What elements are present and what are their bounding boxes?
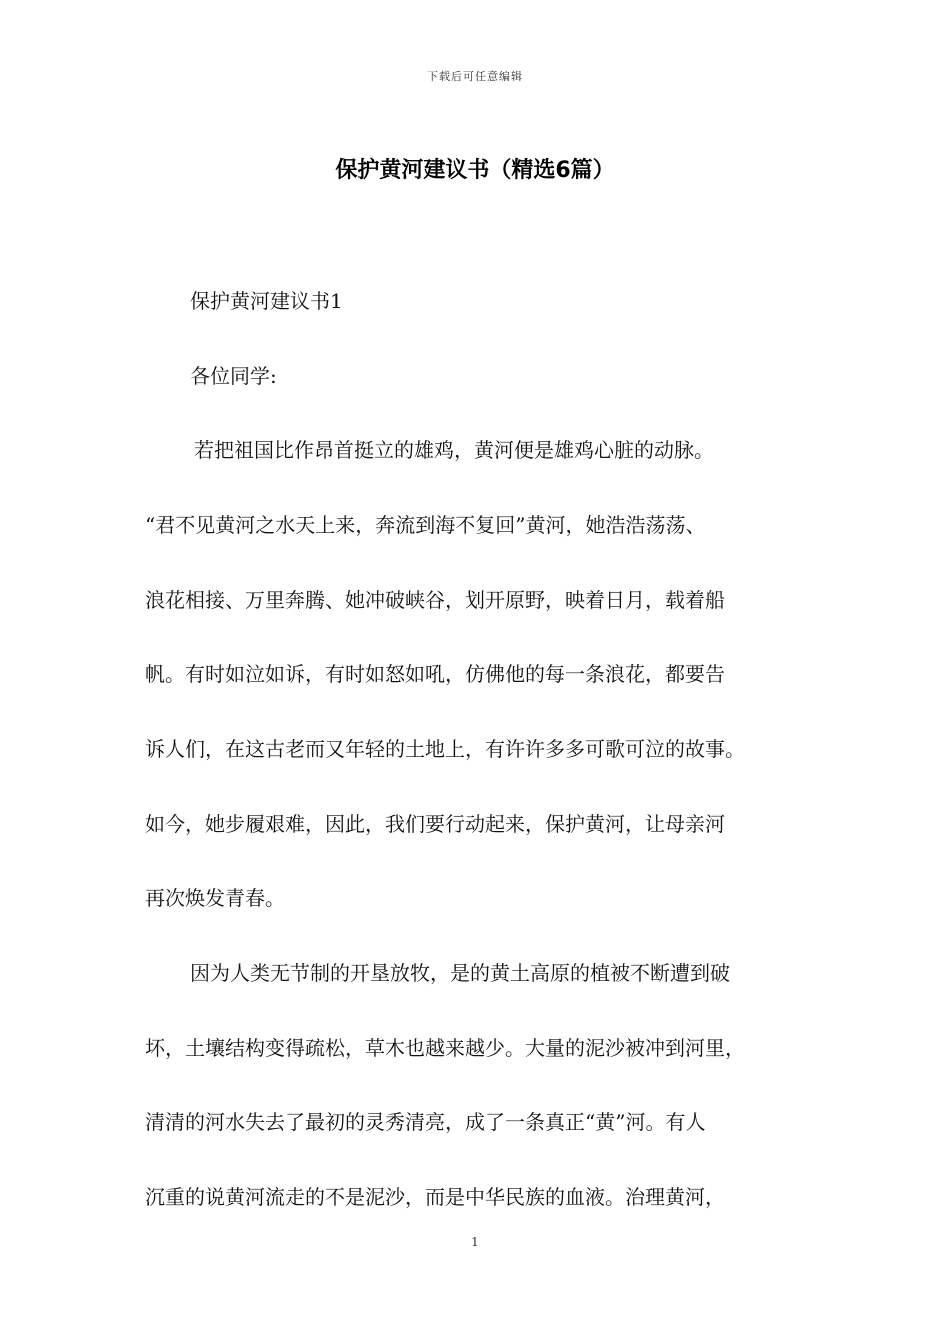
section-heading: 保护黄河建议书1 [190,289,343,313]
paragraph-1-line-7: 再次焕发青春。 [145,886,285,910]
salutation: 各位同学: [190,364,277,388]
paragraph-2-line-2: 坏，土壤结构变得疏松，草木也越来越少。大量的泥沙被冲到河里， [145,1036,745,1060]
header-note: 下载后可任意编辑 [427,70,523,83]
paragraph-1-line-6: 如今，她步履艰难，因此，我们要行动起来，保护黄河，让母亲河 [145,812,725,836]
page-number: 1 [471,1235,479,1249]
document-title: 保护黄河建议书（精选6篇） [335,158,615,183]
paragraph-1-line-5: 诉人们，在这古老而又年轻的土地上，有许许多多可歌可泣的故事。 [145,737,745,761]
paragraph-2-line-3: 清清的河水失去了最初的灵秀清亮，成了一条真正“黄”河。有人 [145,1110,706,1134]
paragraph-1-line-2: “君不见黄河之水天上来，奔流到海不复回”黄河，她浩浩荡荡、 [145,513,706,537]
paragraph-1-line-3: 浪花相接、万里奔腾、她冲破峡谷，划开原野，映着日月，载着船 [145,588,725,612]
paragraph-2-line-1: 因为人类无节制的开垦放牧，是的黄土高原的植被不断遭到破 [190,961,730,985]
paragraph-2-line-4: 沉重的说黄河流走的不是泥沙，而是中华民族的血液。治理黄河， [145,1185,725,1209]
paragraph-1-line-4: 帆。有时如泣如诉，有时如怒如吼，仿佛他的每一条浪花，都要告 [145,662,725,686]
paragraph-1-line-1: 若把祖国比作昂首挺立的雄鸡，黄河便是雄鸡心脏的动脉。 [194,438,714,462]
